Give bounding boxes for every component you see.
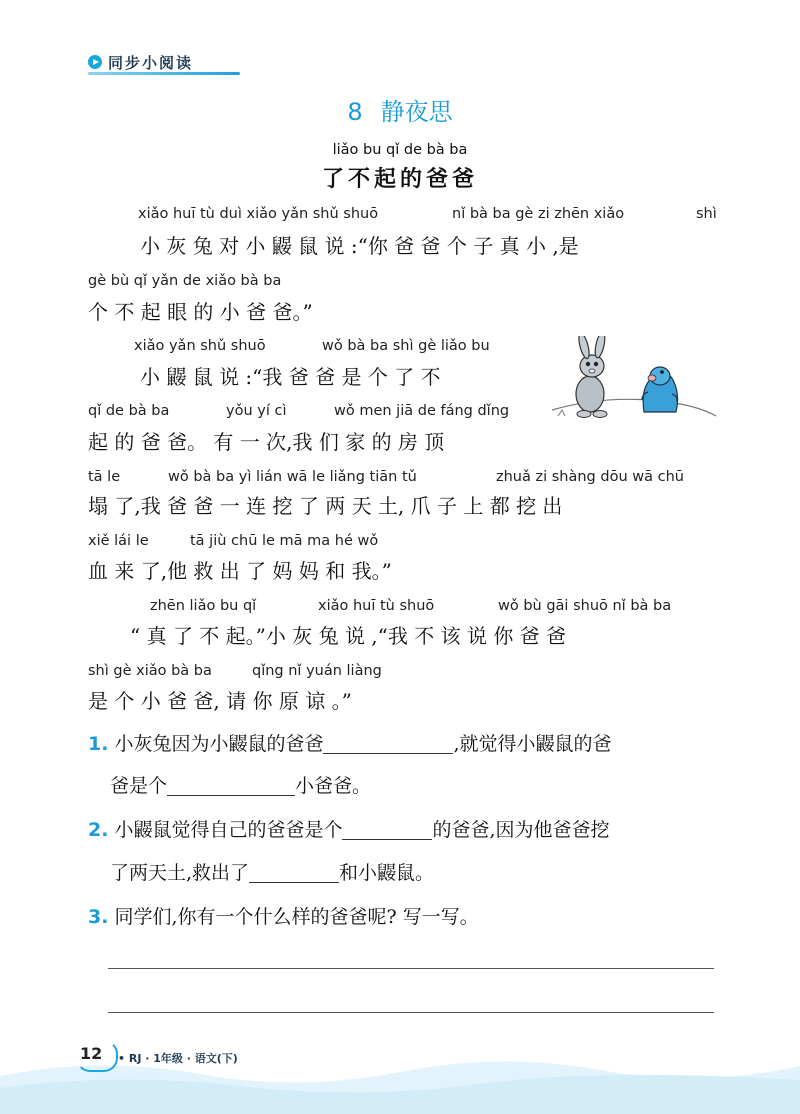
question-1-text-b: ,就觉得小鼹鼠的爸	[453, 733, 612, 755]
answer-blank-2a[interactable]	[342, 820, 432, 840]
question-2-text-c: 了两天土,救出了	[110, 862, 250, 884]
pinyin-line-5b: wǒ bà ba yì lián wā le liǎng tiān tǔ	[168, 469, 417, 485]
footer-info-text: RJ · 1年级 · 语文(下)	[128, 1052, 238, 1065]
question-2-line-1	[88, 815, 610, 842]
pinyin-line-6b: tā jiù chū le mā ma hé wǒ	[190, 533, 379, 549]
answer-blank-1b[interactable]	[167, 776, 295, 796]
rabbit-and-mole-illustration	[548, 336, 720, 432]
section-header	[88, 48, 248, 76]
pinyin-line-8b: qǐng nǐ yuán liàng	[252, 663, 382, 679]
question-3-line-1	[88, 902, 479, 929]
pinyin-line-7a: zhēn liǎo bu qǐ	[150, 598, 257, 614]
pinyin-line-4b: yǒu yí cì	[226, 403, 287, 419]
pinyin-line-7c: wǒ bù gāi shuō nǐ bà ba	[498, 598, 672, 614]
pinyin-line-1c: shì	[696, 206, 717, 222]
pinyin-line-3a: xiǎo yǎn shǔ shuō	[134, 338, 266, 354]
question-2-line-2	[110, 858, 434, 885]
unit-title	[0, 92, 800, 127]
question-3-number: 3.	[88, 906, 109, 928]
pinyin-line-7b: xiǎo huī tù shuō	[318, 598, 435, 614]
question-1-text-a: 小灰兔因为小鼹鼠的爸爸	[114, 733, 324, 755]
story-title-pinyin: liǎo bu qǐ de bà ba	[332, 142, 468, 158]
answer-writing-line-1[interactable]	[108, 968, 714, 969]
question-2-text-a: 小鼹鼠觉得自己的爸爸是个	[114, 819, 343, 841]
text-line-6: 血 来 了,他 救 出 了 妈 妈 和 我。”	[88, 559, 392, 583]
pinyin-line-4c: wǒ men jiā de fáng dǐng	[334, 403, 510, 419]
pinyin-line-1b: nǐ bà ba gè zi zhēn xiǎo	[452, 206, 625, 222]
answer-blank-2b[interactable]	[249, 863, 339, 883]
page-number: 12	[80, 1044, 103, 1063]
text-line-4: 起 的 爸 爸。 有 一 次,我 们 家 的 房 顶	[88, 430, 445, 454]
mole-figure	[642, 367, 678, 412]
unit-number: 8	[347, 98, 363, 126]
unit-title-text: 静夜思	[380, 98, 453, 126]
pinyin-line-3b: wǒ bà ba shì gè liǎo bu	[322, 338, 490, 354]
rabbit-figure	[576, 336, 607, 418]
question-2-number: 2.	[88, 819, 109, 841]
footer-info: • RJ · 1年级 · 语文(下)	[118, 1052, 238, 1065]
pinyin-line-6a: xiě lái le	[88, 533, 149, 549]
section-header-label: 同步小阅读	[108, 54, 194, 72]
pinyin-line-5a: tā le	[88, 469, 121, 485]
text-line-5: 塌 了,我 爸 爸 一 连 挖 了 两 天 土, 爪 子 上 都 挖 出	[88, 494, 563, 518]
answer-writing-line-2[interactable]	[108, 1012, 714, 1013]
pinyin-line-8a: shì gè xiǎo bà ba	[88, 663, 212, 679]
story-title: 了不起的爸爸	[321, 167, 478, 192]
footer-wave-decoration	[0, 1036, 800, 1114]
text-line-3: 小 鼹 鼠 说 :“我 爸 爸 是 个 了 不	[140, 365, 441, 389]
pinyin-line-1a: xiǎo huī tù duì xiǎo yǎn shǔ shuō	[138, 206, 379, 222]
pinyin-line-4a: qǐ de bà ba	[88, 403, 170, 419]
text-line-8: 是 个 小 爸 爸, 请 你 原 谅 。”	[88, 689, 352, 713]
answer-blank-1a[interactable]	[323, 734, 453, 754]
question-1-text-d: 小爸爸。	[295, 775, 372, 797]
text-line-2: 个 不 起 眼 的 小 爸 爸。”	[88, 300, 313, 324]
question-1-text-c: 爸是个	[110, 775, 168, 797]
question-1-number: 1.	[88, 733, 109, 755]
question-1-line-1	[88, 729, 612, 756]
play-icon	[88, 55, 102, 69]
pinyin-line-5c: zhuǎ zi shàng dōu wā chū	[496, 469, 684, 485]
question-1-line-2	[110, 771, 371, 798]
question-2-text-b: 的爸爸,因为他爸爸挖	[432, 819, 610, 841]
header-underline	[88, 72, 240, 75]
text-line-7: “ 真 了 不 起。”小 灰 兔 说 ,“我 不 该 说 你 爸 爸	[130, 624, 567, 648]
pinyin-line-2: gè bù qǐ yǎn de xiǎo bà ba	[88, 273, 282, 289]
text-line-1: 小 灰 兔 对 小 鼹 鼠 说 :“你 爸 爸 个 子 真 小 ,是	[140, 234, 579, 258]
question-2-text-d: 和小鼹鼠。	[339, 862, 435, 884]
question-3-text: 同学们,你有一个什么样的爸爸呢? 写一写。	[114, 906, 479, 928]
